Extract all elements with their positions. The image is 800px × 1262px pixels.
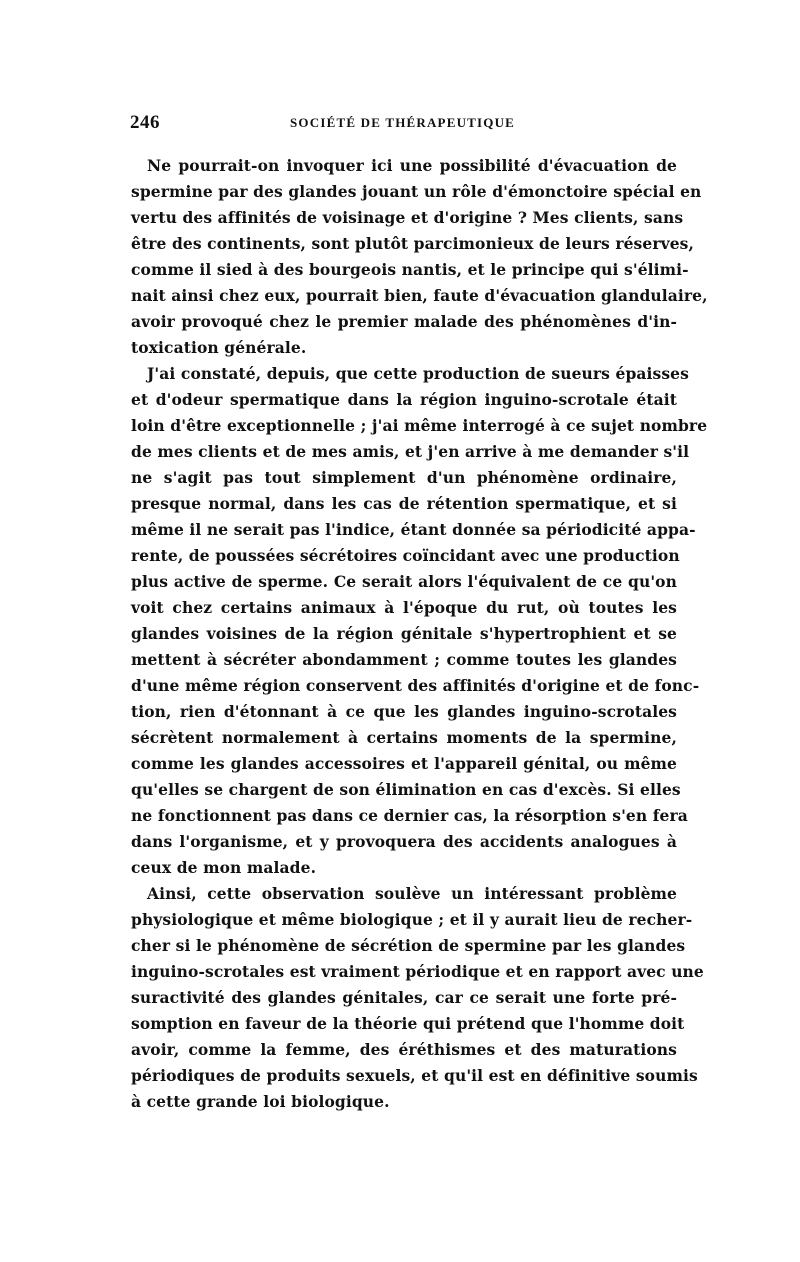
text-line: spermine par des glandes jouant un rôle d'émonctoire spécial en xyxy=(131,182,702,201)
text-line: presque normal, dans les cas de rétention spermatique, et si xyxy=(131,494,677,513)
text-line: mettent à sécréter abondamment ; comme toutes les glandes xyxy=(131,650,677,669)
page-header xyxy=(130,112,680,142)
text-line: être des continents, sont plutôt parcimonieux de leurs réserves, xyxy=(131,234,694,253)
text-line: vertu des affinités de voisinage et d'origine ? Mes clients, sans xyxy=(131,208,684,227)
text-line: inguino-scrotales est vraiment périodique et en rapport avec une xyxy=(131,962,704,981)
text-line: toxication générale. xyxy=(131,338,307,357)
text-line: qu'elles se chargent de son élimination en cas d'excès. Si elles xyxy=(131,780,681,799)
text-line: avoir provoqué chez le premier malade des phénomènes d'in- xyxy=(131,312,677,331)
paragraph xyxy=(131,153,708,361)
paragraph xyxy=(131,881,704,1115)
text-line: d'une même région conservent des affinités d'origine et de fonc- xyxy=(131,676,700,695)
text-line: dans l'organisme, et y provoquera des accidents analogues à xyxy=(131,832,677,851)
text-line: somption en faveur de la théorie qui prétend que l'homme doit xyxy=(131,1014,685,1033)
text-line: comme il sied à des bourgeois nantis, et le principe qui s'élimi- xyxy=(131,260,689,279)
text-line: tion, rien d'étonnant à ce que les glandes inguino-scrotales xyxy=(131,702,677,721)
text-line: nait ainsi chez eux, pourrait bien, faute d'évacuation glandulaire, xyxy=(131,286,708,305)
text-line: de mes clients et de mes amis, et j'en arrive à me demander s'il xyxy=(131,442,690,461)
text-line: J'ai constaté, depuis, que cette production de sueurs épaisses xyxy=(147,364,689,383)
text-line: suractivité des glandes génitales, car ce serait une forte pré- xyxy=(131,988,677,1007)
text-line: sécrètent normalement à certains moments de la spermine, xyxy=(131,728,677,747)
page-number: 246 xyxy=(130,112,160,133)
text-line: Ne pourrait-on invoquer ici une possibilité d'évacuation de xyxy=(147,156,677,175)
text-line: cher si le phénomène de sécrétion de spermine par les glandes xyxy=(131,936,686,955)
text-line: ceux de mon malade. xyxy=(131,858,317,877)
text-line: à cette grande loi biologique. xyxy=(131,1092,390,1111)
running-head: SOCIÉTÉ DE THÉRAPEUTIQUE xyxy=(290,115,516,130)
text-line: rente, de poussées sécrétoires coïncidant avec une production xyxy=(131,546,680,565)
text-line: plus active de sperme. Ce serait alors l'équivalent de ce qu'on xyxy=(131,572,677,591)
text-line: voit chez certains animaux à l'époque du rut, où toutes les xyxy=(131,598,677,617)
text-line: loin d'être exceptionnelle ; j'ai même interrogé à ce sujet nombre xyxy=(131,416,708,435)
paragraph xyxy=(131,361,708,881)
text-line: physiologique et même biologique ; et il y aurait lieu de recher- xyxy=(131,910,693,929)
text-line: périodiques de produits sexuels, et qu'il est en définitive soumis xyxy=(131,1066,698,1085)
text-line: Ainsi, cette observation soulève un intéressant problème xyxy=(147,884,677,903)
body-text xyxy=(131,153,708,1115)
text-line: glandes voisines de la région génitale s'hypertrophient et se xyxy=(131,624,677,643)
text-line: avoir, comme la femme, des éréthismes et des maturations xyxy=(131,1040,677,1059)
text-line: ne s'agit pas tout simplement d'un phénomène ordinaire, xyxy=(131,468,677,487)
text-line: même il ne serait pas l'indice, étant donnée sa périodicité appa- xyxy=(131,520,696,539)
text-line: et d'odeur spermatique dans la région inguino-scrotale était xyxy=(131,390,677,409)
text-line: ne fonctionnent pas dans ce dernier cas, la résorption s'en fera xyxy=(131,806,688,825)
text-line: comme les glandes accessoires et l'appareil génital, ou même xyxy=(131,754,677,773)
